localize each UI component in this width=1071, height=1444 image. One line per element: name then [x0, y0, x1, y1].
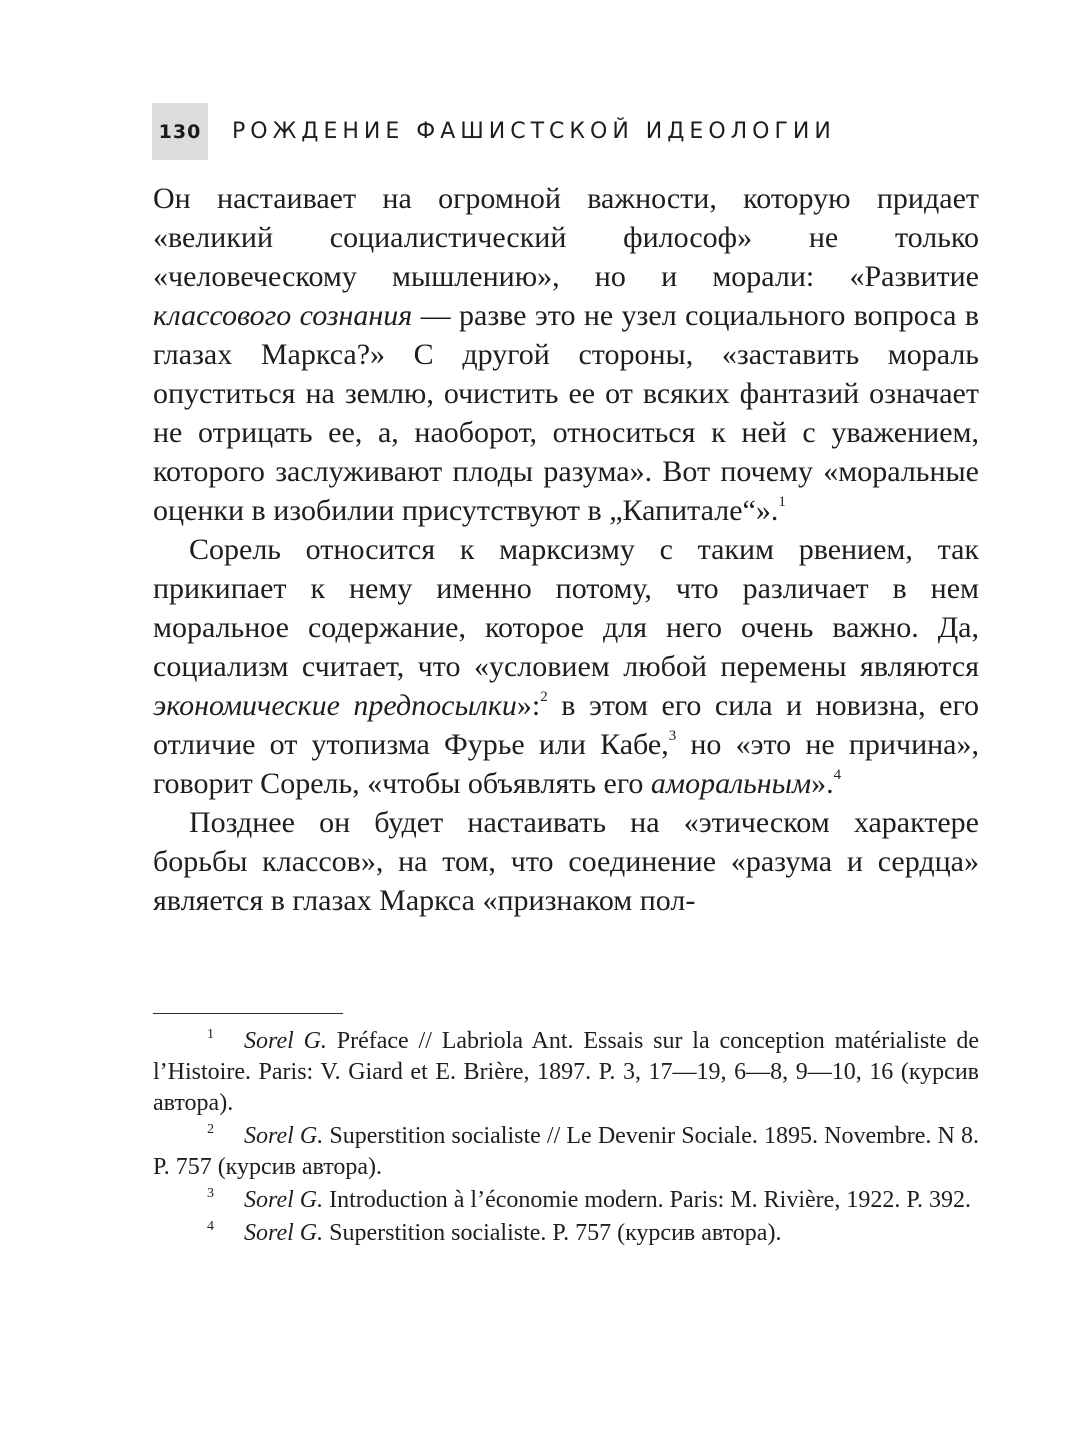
footnote-author: Sorel G.	[244, 1187, 324, 1213]
footnote	[153, 1185, 979, 1216]
footnote-text: Introduction à l’économie modern. Paris: M. Rivière, 1922. P. 392.	[323, 1187, 972, 1213]
footnote-divider	[153, 1013, 343, 1014]
paragraph-text: ».	[811, 767, 834, 800]
paragraph-text: но «это не причина», говорит Сорель, «чтобы объявлять его	[153, 728, 980, 800]
footnote	[153, 1218, 979, 1249]
footnote-text: Superstition socialiste // Le Devenir Sociale. 1895. Novembre. N 8. P. 757 (курсив автора).	[153, 1123, 979, 1180]
footnote-number: 3	[207, 1186, 214, 1201]
paragraph-2	[153, 530, 979, 803]
footnote-number: 2	[207, 1122, 214, 1137]
italic-phrase: аморальным	[650, 767, 812, 800]
footnote	[153, 1121, 979, 1183]
running-header	[152, 103, 836, 160]
footnote-author: Sorel G.	[244, 1028, 327, 1054]
paragraph-text: Позднее он будет настаивать на «этическом характере борьбы классов», на том, что соединение «разума и сердца» является в глазах Маркса «признаком пол-	[153, 806, 979, 917]
paragraph-3	[153, 803, 979, 920]
paragraph-text: Он настаивает на огромной важности, которую придает «великий социалистический философ» не только «человеческому мышлению», но и морали: «Развитие	[153, 182, 979, 293]
footnotes	[153, 1026, 979, 1251]
paragraph-text: »:	[516, 689, 541, 722]
paragraph-text: Сорель относится к марксизму с таким рвением, так прикипает к нему именно потому, что различает в нем моральное содержание, которое для него очень важно. Да, социализм считает, что «условием любой перемены являются	[153, 533, 979, 683]
footnote-ref: 2	[540, 689, 548, 705]
footnote	[153, 1026, 979, 1119]
footnote-number: 4	[207, 1219, 214, 1234]
footnote-text: Superstition socialiste. P. 757 (курсив автора).	[323, 1220, 782, 1246]
italic-phrase: классового сознания	[153, 299, 413, 332]
footnote-number: 1	[207, 1027, 214, 1042]
italic-phrase: экономические предпосылки	[153, 689, 517, 722]
footnote-author: Sorel G.	[244, 1123, 324, 1149]
footnote-text: Préface // Labriola Ant. Essais sur la conception matérialiste de l’Histoire. Paris: V. Giard et E. Brière, 1897. P. 3, 17—19, 6—8, 9—10, 16 (курсив автора).	[153, 1028, 979, 1116]
footnote-ref: 4	[833, 767, 842, 783]
footnote-author: Sorel G.	[244, 1220, 324, 1246]
body-text	[153, 179, 979, 920]
footnote-ref: 1	[778, 494, 786, 510]
paragraph-text: — разве это не узел социального вопроса в глазах Маркса?» С другой стороны, «заставить мораль опуститься на землю, очистить ее от всяких фантазий означает не отрицать ее, а, наоборот, относиться к ней с уважением, которого заслуживают плоды разума». Вот почему «моральные оценки в изобилии присутствуют в „Капитале“».	[153, 299, 979, 527]
paragraph-1	[153, 179, 979, 530]
page-number: 130	[152, 103, 208, 160]
running-title: РОЖДЕНИЕ ФАШИСТСКОЙ ИДЕОЛОГИИ	[232, 119, 836, 144]
footnote-ref: 3	[668, 728, 677, 744]
paragraph-text: в этом его сила и новизна, его отличие от утопизма Фурье или Кабе,	[153, 689, 980, 761]
